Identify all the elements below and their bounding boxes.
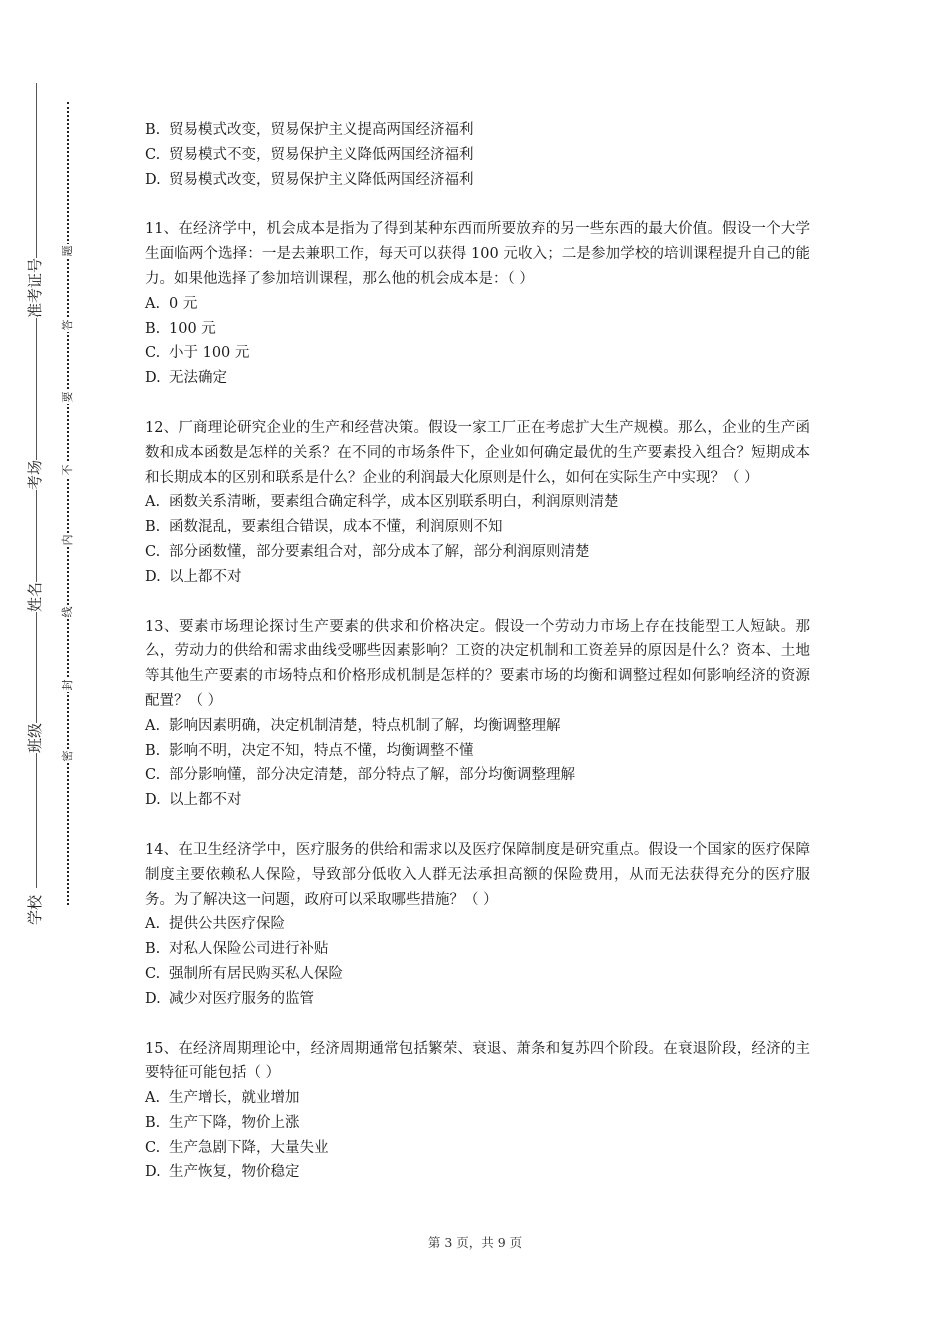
question-15: [145, 1037, 810, 1186]
option-letter: D.: [145, 792, 161, 809]
option-a: [145, 714, 810, 739]
option-letter: B.: [145, 941, 161, 958]
seal-char: 答: [61, 319, 74, 331]
option-text: 减少对医疗服务的监管: [169, 990, 314, 1007]
seal-char: 要: [61, 391, 74, 403]
option-b: [145, 317, 810, 342]
option-letter: A.: [145, 717, 161, 734]
option-letter: D.: [145, 171, 161, 188]
option-letter: C.: [145, 345, 161, 362]
question-stem: 12、厂商理论研究企业的生产和经营决策。假设一家工厂正在考虑扩大生产规模。那么，企业的生产函数和成本函数是怎样的关系？在不同的市场条件下，企业如何确定最优的生产要素投入组合？短期成本和长期成本的区别和联系是什么？企业的利润最大化原则是什么，如何在实际生产中实现？（ ）: [145, 419, 810, 486]
option-text: 贸易模式改变，贸易保护主义提高两国经济福利: [169, 122, 474, 138]
question-stem: 14、在卫生经济学中，医疗服务的供给和需求以及医疗保障制度是研究重点。假设一个国家的医疗保障制度主要依赖私人保险，导致部分低收入人群无法承担高额的保险费用，从而无法获得充分的医疗服务。为了解决这一问题，政府可以采取哪些措施？（ ）: [145, 841, 810, 908]
option-text: 100 元: [169, 320, 216, 337]
option-c: [145, 143, 810, 168]
question-12: [145, 416, 810, 590]
option-a: [145, 490, 810, 515]
option-text: 生产恢复，物价稳定: [169, 1164, 300, 1181]
option-letter: D.: [145, 370, 161, 387]
exam-content: [145, 118, 810, 1210]
seal-char: 密: [61, 750, 74, 762]
field-label-exam-number: 准考证号: [22, 258, 47, 318]
option-a: [145, 912, 810, 937]
option-letter: A.: [145, 1090, 161, 1107]
seal-char: 题: [61, 245, 74, 257]
option-letter: D.: [145, 1164, 161, 1181]
option-a: [145, 292, 810, 317]
option-text: 贸易模式改变，贸易保护主义降低两国经济福利: [169, 171, 474, 188]
field-label-class: 班级: [22, 723, 47, 753]
option-text: 对私人保险公司进行补贴: [169, 941, 329, 958]
option-c: [145, 763, 810, 788]
seal-dotted-line: [67, 102, 69, 905]
option-d: [145, 565, 810, 590]
option-b: [145, 937, 810, 962]
page-footer: 第 3 页，共 9 页: [427, 1235, 523, 1250]
option-text: 以上都不对: [169, 792, 242, 809]
option-a: [145, 1086, 810, 1111]
field-label-exam-room: 考场: [22, 460, 47, 490]
option-text: 贸易模式不变，贸易保护主义降低两国经济福利: [169, 146, 474, 163]
question-stem: 15、在经济周期理论中，经济周期通常包括繁荣、衰退、萧条和复苏四个阶段。在衰退阶段，经济的主要特征可能包括（ ）: [145, 1040, 810, 1082]
option-text: 以上都不对: [169, 568, 242, 585]
option-letter: A.: [145, 295, 161, 312]
option-letter: B.: [145, 122, 161, 138]
option-text: 生产急剧下降，大量失业: [169, 1139, 329, 1156]
option-text: 部分函数懂，部分要素组合对，部分成本了解，部分利润原则清楚: [169, 543, 590, 560]
option-letter: C.: [145, 543, 161, 560]
option-b: [145, 118, 810, 143]
option-c: [145, 341, 810, 366]
option-c: [145, 962, 810, 987]
option-d: [145, 1160, 810, 1185]
option-letter: B.: [145, 519, 161, 536]
option-text: 生产增长，就业增加: [169, 1090, 300, 1107]
option-text: 提供公共医疗保险: [169, 916, 285, 933]
option-letter: A.: [145, 916, 161, 933]
option-b: [145, 515, 810, 540]
option-text: 0 元: [169, 295, 198, 312]
option-letter: D.: [145, 990, 161, 1007]
option-letter: B.: [145, 1114, 161, 1131]
binding-margin: [0, 0, 110, 1344]
seal-char: 线: [61, 606, 74, 618]
option-text: 函数混乱，要素组合错误，成本不懂，利润原则不知: [169, 519, 503, 536]
seal-char: 不: [61, 464, 74, 476]
question-10-continued-options: [145, 118, 810, 192]
option-letter: C.: [145, 1139, 161, 1156]
option-text: 函数关系清晰，要素组合确定科学，成本区别联系明白，利润原则清楚: [169, 494, 619, 511]
question-13: [145, 615, 810, 813]
option-letter: B.: [145, 320, 161, 337]
field-label-school: 学校: [22, 895, 47, 925]
option-text: 强制所有居民购买私人保险: [169, 965, 343, 982]
option-letter: C.: [145, 767, 161, 784]
option-text: 部分影响懂，部分决定清楚，部分特点了解，部分均衡调整理解: [169, 767, 575, 784]
option-b: [145, 739, 810, 764]
option-text: 小于 100 元: [169, 345, 250, 362]
option-d: [145, 987, 810, 1012]
option-d: [145, 788, 810, 813]
option-d: [145, 168, 810, 193]
option-letter: D.: [145, 568, 161, 585]
question-11: [145, 217, 810, 391]
option-c: [145, 540, 810, 565]
option-text: 无法确定: [169, 370, 227, 387]
option-letter: A.: [145, 494, 161, 511]
option-letter: B.: [145, 742, 161, 759]
option-letter: C.: [145, 965, 161, 982]
option-text: 影响因素明确，决定机制清楚，特点机制了解，均衡调整理解: [169, 717, 561, 734]
question-stem: 13、要素市场理论探讨生产要素的供求和价格决定。假设一个劳动力市场上存在技能型工人短缺。那么，劳动力的供给和需求曲线受哪些因素影响？工资的决定机制和工资差异的原因是什么？资本、土地等其他生产要素的市场特点和价格形成机制是怎样的？要素市场的均衡和调整过程如何影响经济的资源配置？（ ）: [145, 618, 810, 709]
seal-char: 内: [61, 534, 74, 546]
option-text: 影响不明，决定不知，特点不懂，均衡调整不懂: [169, 742, 474, 759]
option-letter: C.: [145, 146, 161, 163]
question-stem: 11、在经济学中，机会成本是指为了得到某种东西而所要放弃的另一些东西的最大价值。假设一个大学生面临两个选择：一是去兼职工作，每天可以获得 100 元收入；二是参加学校的培训课程提升自己的能力。如果他选择了参加培训课程，那么他的机会成本是：（ ）: [145, 221, 810, 287]
option-c: [145, 1136, 810, 1161]
question-14: [145, 838, 810, 1012]
option-d: [145, 366, 810, 391]
seal-char: 封: [61, 679, 74, 691]
field-label-name: 姓名: [22, 582, 47, 612]
option-text: 生产下降，物价上涨: [169, 1114, 300, 1131]
option-b: [145, 1111, 810, 1136]
